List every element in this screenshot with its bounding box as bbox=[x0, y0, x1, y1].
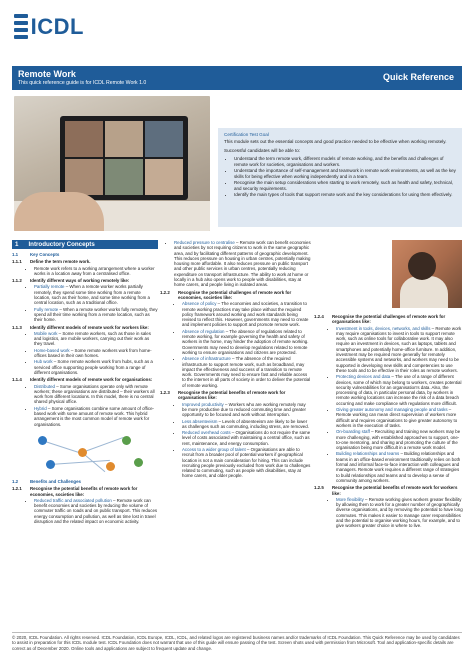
topic-heading: 1.1.2 Identify different ways of working remotely like: bbox=[12, 278, 130, 284]
topic-heading: 1.2.4 Recognise the potential challenges of remote work for organisations like: bbox=[314, 314, 446, 325]
network-graphic bbox=[30, 430, 150, 476]
cert-bullet: • Identify the main types of tools that support remote work and the key considerations for using them effectively. bbox=[234, 192, 456, 198]
section-number: 1 bbox=[15, 240, 19, 248]
list-item: • Improved productivity – Workers who are working remotely may be more productive due to reduced commuting time and greater opportunity to be focused and work without interruption. bbox=[182, 402, 311, 418]
video-call-photo bbox=[14, 96, 210, 231]
logo-text: ICDL bbox=[30, 14, 84, 39]
topic-heading: 1.1.1 Define the term remote work. bbox=[12, 259, 91, 265]
certification-goal-box bbox=[218, 128, 462, 227]
list-item: • Home-based work – Some remote workers work from home-offices based in their own homes. bbox=[34, 348, 158, 359]
list-item: • Remote work refers to a working arrangement where a worker works in a location away from a centralised office. bbox=[34, 266, 158, 277]
subsection-heading: 1.2 Benefits and Challenges bbox=[12, 478, 81, 484]
topic-heading: 1.2.3 Recognise the potential benefits of remote work for organisations like: bbox=[160, 390, 286, 401]
cert-title: Certification Test Goal bbox=[224, 132, 269, 137]
cert-lead: Successful candidates will be able to: bbox=[224, 147, 301, 153]
copyright-footer: © 2020, ICDL Foundation. All rights reserved. ICDL Foundation, ICDL Europe, ICDL, ICDL, and related logos are registered business names and/or trademarks of ICDL Foundation. This Quick Reference may be used by candidates to assist in preparation for this ICDL module test. ICDL Foundation does not warrant that use of this guide will ensure passing of the test. Screen shots used with permission from Microsoft. Tool and application-specific details are correct as of December 2020. Online tools and applications are subject to frequent update and change. bbox=[12, 632, 462, 651]
cert-bullet: • Recognise the main setup considerations when starting to work remotely, such as health and safety, technical, and security requirements. bbox=[234, 180, 456, 191]
list-item: • Absence of policy – The economies and societies, a transition to remote working practices may take place without the required policy framework around working and work standards being revised to reflect this. However, governments may need to create and implement policies to support and promote remote work. bbox=[182, 301, 311, 327]
list-item: • Reduced pressure to centralise – Remote work can benefit economies and societies by not requiring citizens to work in the same geographic area, and by facilitating different patterns of geographic development. This reduces pressure on housing in urban centres, potentially making housing more affordable. It also reduces pressure on public transport and other public services in urban centres, potentially reducing expenditure on transport infrastructure. The ability to work at home or locally in a hub also opens work to people with disabilities, stay at home carers, and people living in isolated areas. bbox=[174, 240, 311, 288]
cert-bullet: • Understand the term remote work, different models of remote working, and the benefits and challenges of remote work for societies, organisations and workers. bbox=[234, 156, 456, 167]
column-2 bbox=[160, 240, 311, 481]
list-item: • Access to a wider group of talent – Organisations are able to recruit from a broader pool of potential workers if geographical location is not a main consideration for hiring. This can include recruiting people previously excluded from work due to challenges related to commuting, such as people with disabilities, stay at home carers, and older people. bbox=[182, 447, 311, 479]
list-item: • Distributed – Some organisations operate only with remote workers; these organisations are distributed – their workers all work from different locations. In this model, there is no central shared physical office. bbox=[34, 384, 158, 405]
column-1 bbox=[12, 240, 158, 526]
cert-bullets bbox=[234, 156, 456, 198]
quick-reference-label: Quick Reference bbox=[382, 72, 454, 82]
logo-mark-icon bbox=[14, 12, 27, 42]
list-item: • Hybrid – Some organisations combine some amount of office-based work with some amount of remote work. This hybrid arrangement is the most common model of remote work for organisations. bbox=[34, 406, 158, 427]
list-item: • Absence of regulation – The absence of regulations related to remote working, for example governing the health and safety of workers in the home, may hinder the adoption of remote working. Governments may need to develop regulations related to remote working to ensure organisations and citizens are protected. bbox=[182, 329, 311, 355]
section-header bbox=[12, 240, 158, 249]
page-title: Remote Work bbox=[18, 69, 76, 79]
topic-heading: 1.2.2 Recognise the potential challenges of remote work for economies, societies like: bbox=[160, 289, 292, 300]
topic-heading: 1.2.5 Recognise the potential benefits of remote work for workers like: bbox=[314, 485, 458, 496]
laptop-image bbox=[60, 116, 188, 200]
list-item: • Fully remote – When a remote worker works fully remotely, they spend all their time working from a remote location, such as their home. bbox=[34, 307, 158, 323]
list-item: • On-boarding staff – Recruiting and training new workers may be more challenging, with established approaches to support, one-to-one mentoring, and sharing and promoting the culture of the organisation being more difficult in a remote work model. bbox=[336, 429, 464, 450]
list-item: • Absence of infrastructure – The absence of the required infrastructure to support remote work, such as broadband, may impact the effectiveness and success of a transition to remote work. Governments may need to ensure fast and reliable access to the internet in all parts of society in order to deliver the potential of remote working. bbox=[182, 356, 311, 388]
column-3 bbox=[314, 312, 464, 531]
list-item: • Hub work – Some remote workers work from hubs, such as a serviced office supporting people working from a range of different organisations. bbox=[34, 359, 158, 375]
title-banner bbox=[12, 66, 462, 90]
list-item: • Protecting devices and data – The use of a range of different devices, some of which may belong to workers, creates potential security vulnerabilities for an organisation's data. Also, the processing of data, in particular personal data, by workers in remote working locations can increase the risk of a data breach occurring and make compliance with regulations more difficult. bbox=[336, 374, 464, 406]
list-item: • Investment in tools, devices, networks, and skills – Remote work may require organisations to invest in tools to support remote work, such as online tools for collaborative work. It may also require an investment in devices, such as laptops, tablets and smartphones and potentially home-office furniture. In addition, investment may be required more generally for remotely accessible systems and networks, and workers may need to be supported in developing new skills and competencies to use these tools and to be effective in their roles as remote workers. bbox=[336, 326, 464, 374]
subsection-heading: 1.1 Key Concepts bbox=[12, 252, 60, 257]
page-subtitle: This quick reference guide is for ICDL Remote Work 1.0 bbox=[18, 80, 147, 86]
list-item: • Mobile work – Some remote workers, such as those in sales and logistics, are mobile workers, carrying out their work as they travel. bbox=[34, 331, 158, 347]
section-title: Introductory Concepts bbox=[28, 240, 95, 248]
hand-image bbox=[14, 192, 104, 231]
topic-heading: 1.2.1 Recognise the potential benefits of remote work for economies, societies like: bbox=[12, 486, 138, 497]
list-item: • Giving greater autonomy and managing people and tasks – Remote working can mean direct supervision of workers more difficult and requires organisations to give greater autonomy to workers in the execution of tasks. bbox=[336, 407, 464, 428]
list-item: • Less absenteeism – Levels of absenteeism are likely to be lower as challenges such as commuting, including stress, are removed. bbox=[182, 419, 311, 430]
cert-bullet: • Understand the importance of self-management and teamwork in remote work environments, as well as the key skills for being effective when working independently and in a team. bbox=[234, 168, 456, 179]
list-item: • More flexibility – Remote working gives workers greater flexibility by allowing them to work for a greater number of geographically diverse organisations, and by removing the potential to have long commutes. This makes it easier to manage carer responsibilities and the potential to organise working hours, for example, and to give workers greater choice in where to live. bbox=[336, 497, 464, 529]
topic-heading: 1.1.4 Identify different models of remote work for organisations: bbox=[12, 377, 153, 383]
icdl-logo bbox=[14, 10, 84, 44]
list-item: • Reduced overhead costs – Organisations do not require the same level of costs associated with maintaining a central office, such as rent, maintenance, and energy consumption. bbox=[182, 430, 311, 446]
list-item: • Partially remote – When a remote worker works partially remotely, they spend some time working from a remote location, such as their home, and some time working from a central location, such as a traditional office. bbox=[34, 284, 158, 305]
list-item: • Building relationships and teams – Building relationships and teams in an office-based environment traditionally relies on both formal and informal face-to-face interaction with colleagues and managers. Remote work requires a different range of strategies to build relationships and teams and to develop a sense of community among workers. bbox=[336, 451, 464, 483]
topic-heading: 1.1.3 Identify different models of remote work for workers like: bbox=[12, 324, 149, 330]
list-item: • Reduced traffic and associated pollution – Remote work can benefit economies and societies by reducing the volume of commuter traffic on roads and on public transport. This reduces energy consumption and pollution, as well as time lost in travel disruption and the related impact on economic activity. bbox=[34, 498, 158, 524]
cert-intro: This module sets out the essential concepts and good practice needed to be effective when working remotely. bbox=[224, 139, 447, 144]
remote-worker-photo bbox=[392, 240, 462, 308]
